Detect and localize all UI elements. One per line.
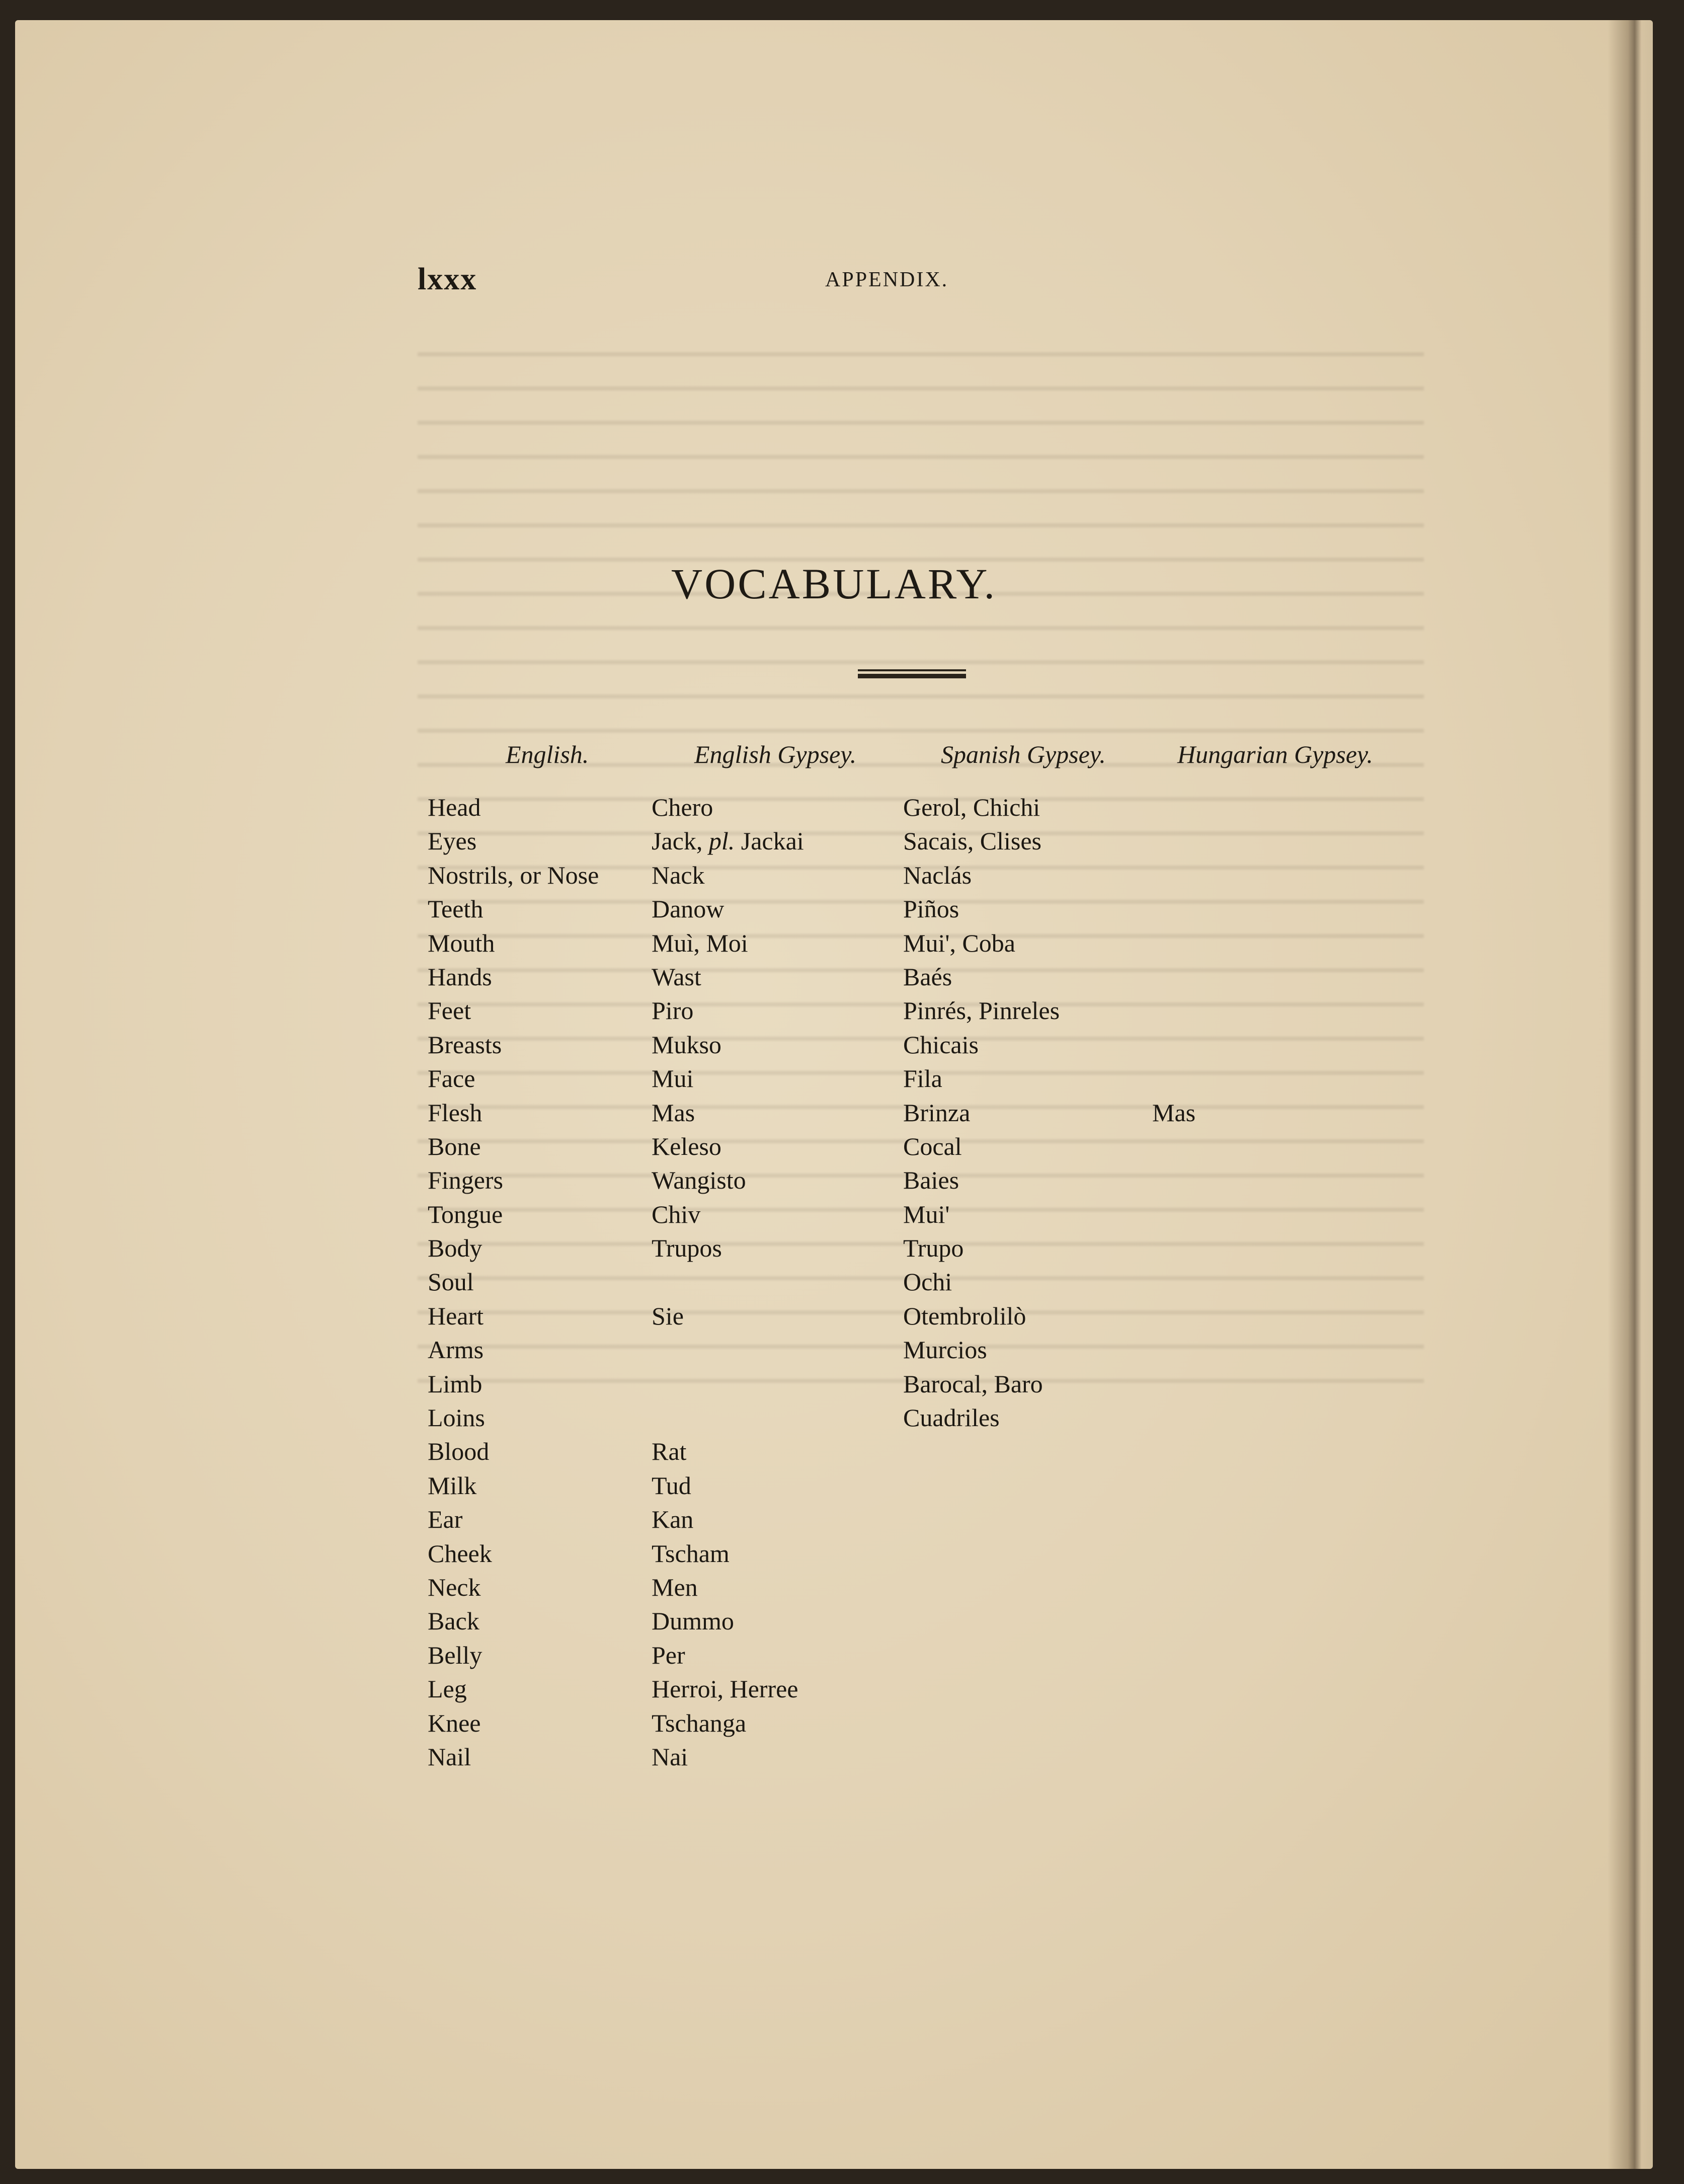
cell-spanish-gypsey: Naclás	[903, 861, 972, 889]
cell-english-gypsey: Chiv	[652, 1200, 701, 1228]
cell-spanish-gypsey: Otembrolilò	[903, 1301, 1026, 1330]
cell-english-gypsey: Mui	[652, 1064, 694, 1093]
cell-english: Teeth	[428, 895, 484, 923]
cell-english: Back	[428, 1607, 479, 1635]
table-row	[15, 1674, 1653, 1708]
cell-english: Nail	[428, 1742, 471, 1771]
cell-english-gypsey: Wangisto	[652, 1166, 746, 1195]
table-row	[15, 1742, 1653, 1776]
table-row	[15, 1233, 1653, 1267]
cell-english-gypsey: Muì, Moi	[652, 928, 748, 957]
table-row	[15, 1335, 1653, 1369]
cell-english: Soul	[428, 1268, 474, 1296]
cell-english-gypsey: Tschanga	[652, 1708, 747, 1737]
cell-english-gypsey: Dummo	[652, 1607, 734, 1635]
cell-english-gypsey: Rat	[652, 1437, 687, 1466]
column-headers	[15, 740, 1653, 780]
page-title: VOCABULARY.	[671, 560, 997, 608]
cell-english: Leg	[428, 1675, 467, 1703]
table-row	[15, 826, 1653, 860]
column-header-hungarian-gypsey: Hungarian Gypsey.	[1177, 740, 1373, 768]
cell-spanish-gypsey: Brinza	[903, 1098, 971, 1127]
cell-english: Arms	[428, 1336, 484, 1364]
cell-spanish-gypsey: Cuadriles	[903, 1403, 1000, 1432]
cell-english: Bone	[428, 1132, 481, 1160]
cell-english: Flesh	[428, 1098, 483, 1127]
cell-spanish-gypsey: Baies	[903, 1166, 959, 1195]
cell-english: Head	[428, 793, 481, 821]
cell-english-gypsey: Jack, pl. Jackai	[652, 827, 804, 855]
cell-english: Face	[428, 1064, 475, 1093]
cell-spanish-gypsey: Gerol, Chichi	[903, 793, 1040, 821]
cell-english: Knee	[428, 1708, 481, 1737]
table-row	[15, 1573, 1653, 1606]
cell-english-gypsey: Chero	[652, 793, 713, 821]
table-row	[15, 962, 1653, 996]
cell-english: Ear	[428, 1505, 463, 1534]
vocabulary-table	[15, 793, 1653, 1776]
cell-hungarian-gypsey: Mas	[1152, 1098, 1196, 1127]
table-row	[15, 1030, 1653, 1064]
table-row	[15, 894, 1653, 928]
cell-english: Tongue	[428, 1200, 503, 1228]
cell-spanish-gypsey: Cocal	[903, 1132, 962, 1160]
table-row	[15, 1301, 1653, 1335]
column-header-spanish-gypsey: Spanish Gypsey.	[941, 740, 1106, 768]
table-row	[15, 1606, 1653, 1640]
table-row	[15, 861, 1653, 894]
cell-english-gypsey: Wast	[652, 962, 701, 991]
cell-english: Mouth	[428, 928, 495, 957]
cell-english-gypsey: Piro	[652, 996, 694, 1025]
table-row	[15, 1098, 1653, 1132]
cell-spanish-gypsey: Mui', Coba	[903, 928, 1015, 957]
cell-english-gypsey: Men	[652, 1573, 698, 1601]
cell-spanish-gypsey: Barocal, Baro	[903, 1369, 1043, 1398]
table-row	[15, 928, 1653, 962]
cell-english: Neck	[428, 1573, 481, 1601]
cell-spanish-gypsey: Chicais	[903, 1030, 979, 1059]
column-header-english-gypsey: English Gypsey.	[694, 740, 857, 768]
page-header	[418, 262, 1414, 307]
cell-spanish-gypsey: Piños	[903, 895, 959, 923]
cell-english-gypsey: Sie	[652, 1301, 684, 1330]
table-row	[15, 1708, 1653, 1742]
cell-english-gypsey: Nai	[652, 1742, 688, 1771]
cell-english-gypsey: Kan	[652, 1505, 694, 1534]
table-row	[15, 1369, 1653, 1403]
table-row	[15, 1200, 1653, 1233]
cell-english: Belly	[428, 1641, 483, 1669]
table-row	[15, 1132, 1653, 1165]
title-divider	[858, 669, 966, 679]
cell-spanish-gypsey: Baés	[903, 962, 952, 991]
cell-english-gypsey: Herroi, Herree	[652, 1675, 798, 1703]
cell-english: Milk	[428, 1471, 477, 1500]
table-row	[15, 1505, 1653, 1538]
cell-spanish-gypsey: Ochi	[903, 1268, 952, 1296]
cell-spanish-gypsey: Murcios	[903, 1336, 987, 1364]
running-head: APPENDIX.	[825, 268, 949, 291]
cell-spanish-gypsey: Sacais, Clises	[903, 827, 1041, 855]
cell-english: Breasts	[428, 1030, 502, 1059]
cell-english-gypsey: Mukso	[652, 1030, 721, 1059]
cell-english: Hands	[428, 962, 492, 991]
table-row	[15, 1403, 1653, 1437]
cell-english: Body	[428, 1234, 483, 1263]
cell-english-gypsey: Danow	[652, 895, 725, 923]
cell-english-gypsey: Keleso	[652, 1132, 721, 1160]
table-row	[15, 793, 1653, 826]
cell-english: Loins	[428, 1403, 485, 1432]
cell-spanish-gypsey: Trupo	[903, 1234, 964, 1263]
table-row	[15, 1471, 1653, 1505]
cell-spanish-gypsey: Fila	[903, 1064, 942, 1093]
page-number: lxxx	[418, 262, 477, 296]
column-header-english: English.	[506, 740, 589, 768]
table-row	[15, 1539, 1653, 1573]
table-row	[15, 1437, 1653, 1470]
cell-english-gypsey: Mas	[652, 1098, 695, 1127]
table-row	[15, 1165, 1653, 1199]
cell-spanish-gypsey: Mui'	[903, 1200, 950, 1228]
cell-english: Fingers	[428, 1166, 503, 1195]
book-page	[15, 20, 1653, 2169]
cell-english-gypsey: Tscham	[652, 1539, 730, 1568]
cell-english: Cheek	[428, 1539, 492, 1568]
cell-spanish-gypsey: Pinrés, Pinreles	[903, 996, 1060, 1025]
cell-english: Feet	[428, 996, 471, 1025]
cell-english: Nostrils, or Nose	[428, 861, 599, 889]
table-row	[15, 1641, 1653, 1674]
cell-english-gypsey: Per	[652, 1641, 685, 1669]
cell-english: Eyes	[428, 827, 477, 855]
cell-english: Limb	[428, 1369, 483, 1398]
cell-english-gypsey: Tud	[652, 1471, 691, 1500]
cell-english-gypsey: Nack	[652, 861, 705, 889]
cell-english-gypsey: Trupos	[652, 1234, 722, 1263]
table-row	[15, 996, 1653, 1030]
table-row	[15, 1064, 1653, 1098]
cell-english: Blood	[428, 1437, 490, 1466]
table-row	[15, 1267, 1653, 1301]
cell-english: Heart	[428, 1301, 484, 1330]
